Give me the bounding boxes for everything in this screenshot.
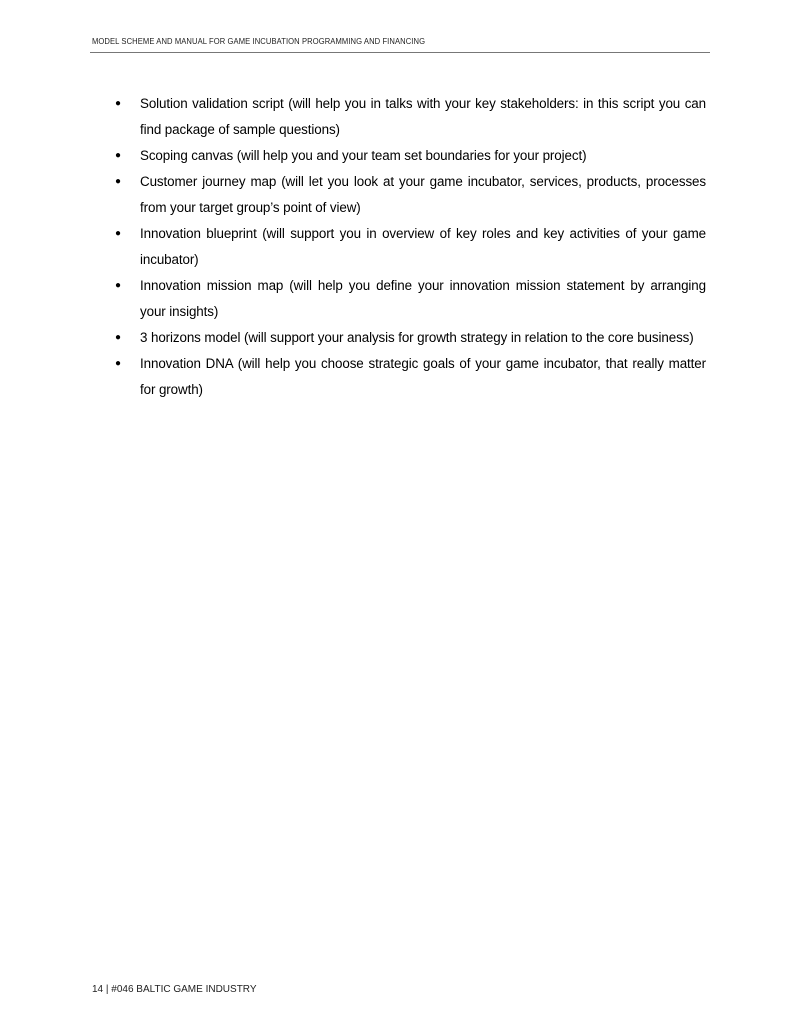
list-item: [115, 143, 706, 169]
tool-list: [115, 91, 706, 403]
list-item-text: Solution validation script (will help you in talks with your key stakeholders: in this script you can find package of sample questions): [140, 96, 706, 137]
list-item: [115, 351, 706, 403]
page-footer: 14 | #046 BALTIC GAME INDUSTRY: [92, 984, 257, 995]
list-item-text: Scoping canvas (will help you and your team set boundaries for your project): [140, 148, 587, 163]
bullet-icon: ●: [115, 280, 121, 291]
list-item: [115, 169, 706, 221]
bullet-icon: ●: [115, 332, 121, 343]
bullet-icon: ●: [115, 228, 121, 239]
header-divider: [90, 52, 710, 53]
bullet-icon: ●: [115, 358, 121, 369]
list-item-text: Innovation blueprint (will support you in overview of key roles and key activities of your game incubator): [140, 226, 706, 267]
list-item-text: Innovation mission map (will help you define your innovation mission statement by arranging your insights): [140, 278, 706, 319]
list-item-text: 3 horizons model (will support your analysis for growth strategy in relation to the core business): [140, 330, 694, 345]
bullet-icon: ●: [115, 150, 121, 161]
bullet-icon: ●: [115, 176, 121, 187]
list-item: [115, 221, 706, 273]
list-item: [115, 91, 706, 143]
list-item-text: Customer journey map (will let you look at your game incubator, services, products, processes from your target group’s point of view): [140, 174, 706, 215]
list-item: [115, 325, 706, 351]
bullet-icon: ●: [115, 98, 121, 109]
running-header: MODEL SCHEME AND MANUAL FOR GAME INCUBATION PROGRAMMING AND FINANCING: [92, 37, 426, 46]
list-item-text: Innovation DNA (will help you choose strategic goals of your game incubator, that really matter for growth): [140, 356, 706, 397]
list-item: [115, 273, 706, 325]
